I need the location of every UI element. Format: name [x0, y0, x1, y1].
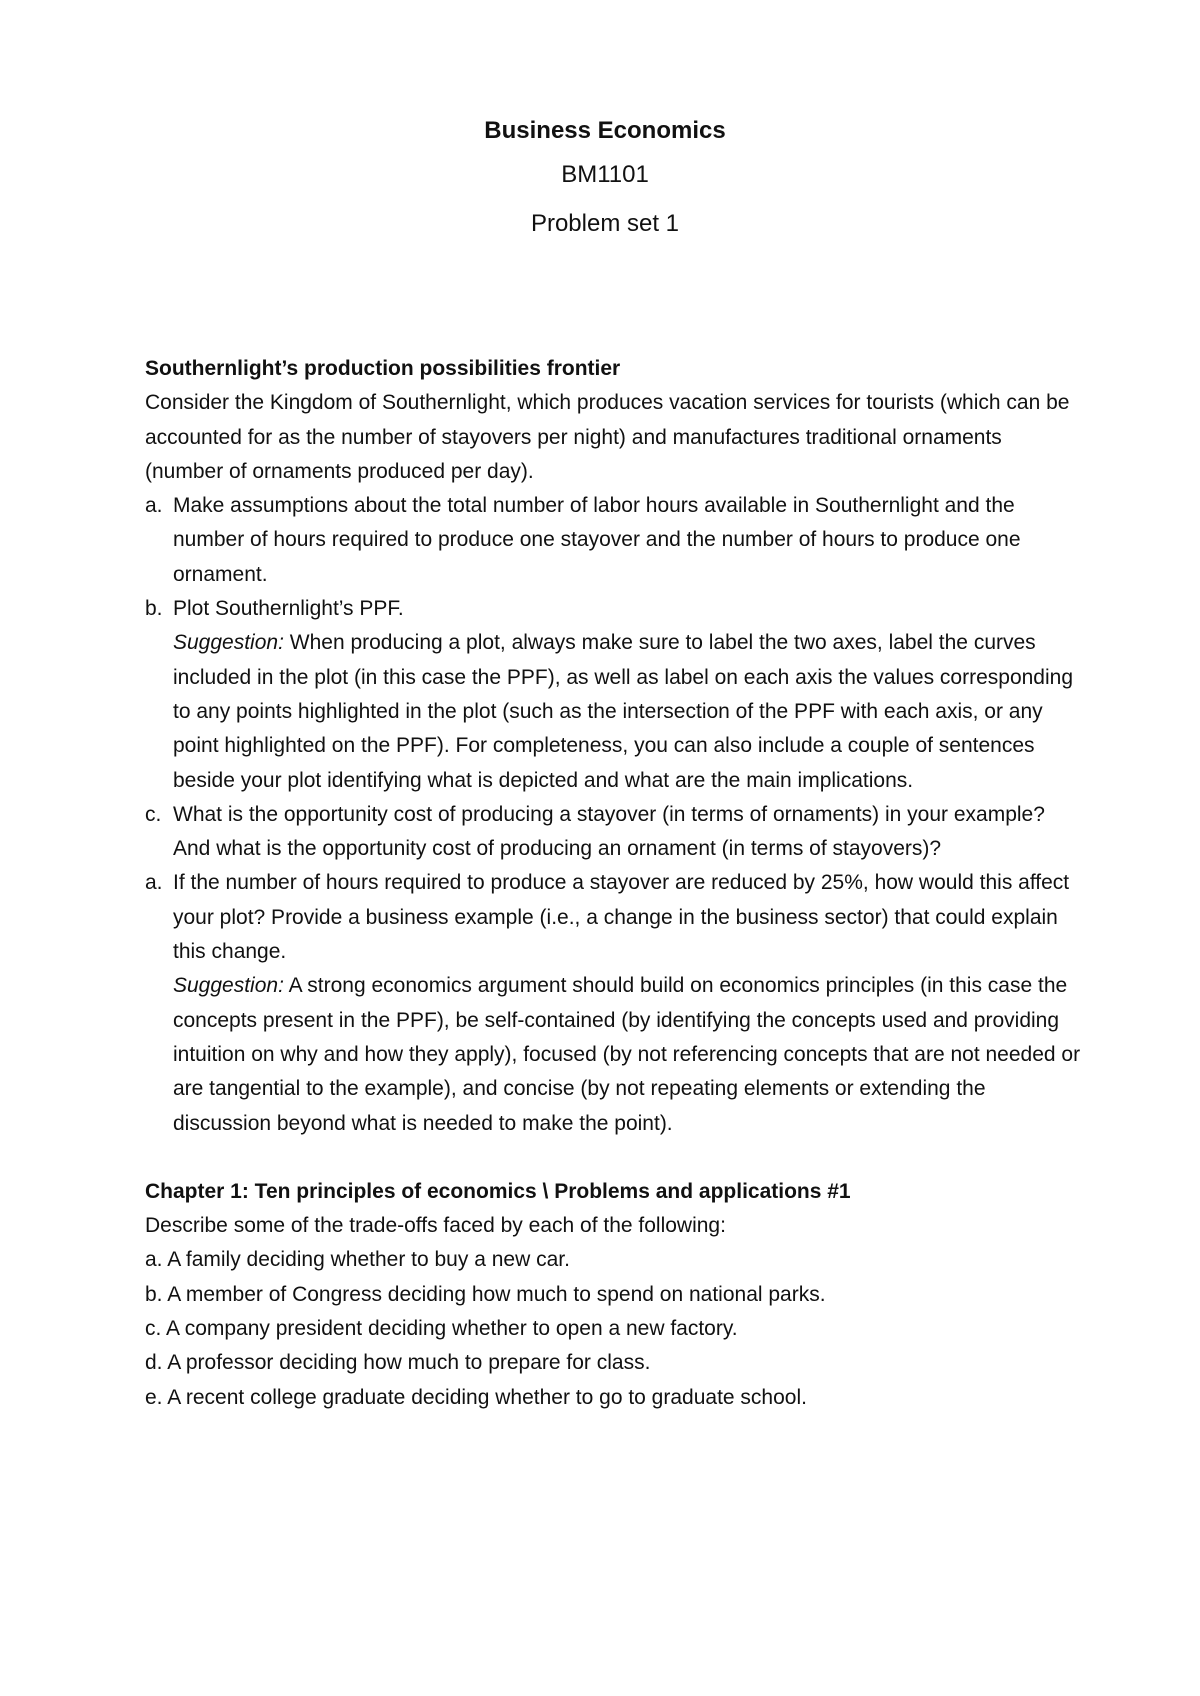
question-item	[145, 866, 1085, 1140]
list-item: d. A professor deciding how much to prepare for class.	[145, 1351, 651, 1375]
suggestion-label: Suggestion:	[173, 631, 284, 655]
suggestion-text: A strong economics argument should build on economics principles (in this case the concepts present in the PPF), be self-contained (by identifying the concepts used and providing intuition on why and how they apply), focused (by not referencing concepts that are not needed or are tangential to the example), and concise (by not repeating elements or extending the discussion beyond what is needed to make the point).	[173, 974, 1081, 1135]
question-item	[145, 592, 1085, 798]
question-marker: a.	[145, 871, 163, 895]
question-text: Plot Southernlight’s PPF.	[173, 597, 404, 621]
list-item: b. A member of Congress deciding how much to spend on national parks.	[145, 1282, 826, 1306]
problem-set-title: Problem set 1	[530, 210, 680, 237]
title-block	[0, 114, 1200, 241]
question-marker: b.	[145, 597, 163, 621]
suggestion-text: When producing a plot, always make sure to label the two axes, label the curves included in the plot (in this case the PPF), as well as label on each axis the values corresponding to any points highlighted in the plot (such as the intersection of the PPF with each axis, or any point highlighted on the PPF). For completeness, you can also include a couple of sentences beside your plot identifying what is depicted and what are the main implications.	[173, 631, 1074, 792]
section1-heading: Southernlight’s production possibilities frontier	[145, 357, 621, 380]
course-code: BM1101	[561, 161, 649, 188]
section1-intro: Consider the Kingdom of Southernlight, which produces vacation services for tourists (which can be accounted for as the number of stayovers per night) and manufactures traditional ornaments (number of ornaments produced per day).	[145, 391, 1070, 483]
list-item: c. A company president deciding whether to open a new factory.	[145, 1317, 738, 1341]
question-text: What is the opportunity cost of producing a stayover (in terms of ornaments) in your example? And what is the opportunity cost of producing an ornament (in terms of stayovers)?	[173, 802, 1045, 861]
document-body	[145, 352, 1085, 1415]
list-item: a. A family deciding whether to buy a new car.	[145, 1248, 570, 1272]
section1-question-list	[145, 489, 1085, 1141]
section2-heading: Chapter 1: Ten principles of economics \ Problems and applications #1	[145, 1179, 851, 1203]
question-item	[145, 489, 1085, 592]
question-text: If the number of hours required to produce a stayover are reduced by 25%, how would this affect your plot? Provide a business example (i.e., a change in the business sector) that could explain this change.	[173, 871, 1070, 964]
question-marker: c.	[145, 802, 162, 826]
list-item: e. A recent college graduate deciding whether to go to graduate school.	[145, 1385, 807, 1409]
section-spacer	[145, 1141, 1085, 1175]
section2-tradeoff-list	[145, 1243, 1085, 1414]
suggestion-label: Suggestion:	[173, 974, 284, 998]
question-marker: a.	[145, 494, 163, 518]
course-title: Business Economics	[484, 117, 726, 144]
question-item	[145, 798, 1085, 867]
question-text: Make assumptions about the total number of labor hours available in Southernlight and the number of hours required to produce one stayover and the number of hours to produce one ornament.	[173, 494, 1021, 586]
section2-intro: Describe some of the trade-offs faced by each of the following:	[145, 1214, 726, 1238]
